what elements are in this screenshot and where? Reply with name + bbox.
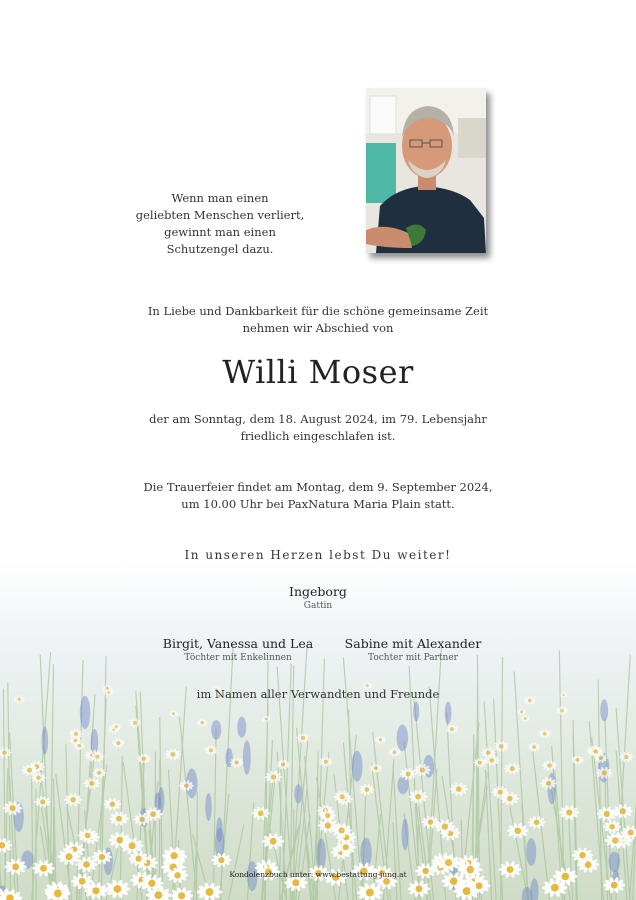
funeral-info bbox=[0, 479, 636, 513]
intro-text bbox=[0, 303, 636, 337]
intro-line: nehmen wir Abschied von bbox=[242, 321, 394, 335]
closing-line: im Namen aller Verwandten und Freunde bbox=[196, 687, 440, 701]
intro-line: In Liebe und Dankbarkeit für die schöne gemeinsame Zeit bbox=[147, 304, 489, 318]
deceased-name: Willi Moser bbox=[222, 353, 414, 391]
funeral-line: Die Trauerfeier findet am Montag, dem 9. September 2024, bbox=[143, 480, 493, 494]
funeral-line: um 10.00 Uhr bei PaxNatura Maria Plain statt. bbox=[181, 497, 455, 511]
motto: In unseren Herzen lebst Du weiter! bbox=[184, 548, 452, 562]
death-line: friedlich eingeschlafen ist. bbox=[240, 429, 396, 443]
mourner-role: Gattin bbox=[303, 601, 333, 611]
mourner-name: Ingeborg bbox=[289, 584, 347, 599]
poem-line: gewinnt man einen bbox=[164, 225, 276, 239]
poem bbox=[130, 190, 310, 258]
mourner-daughter-2 bbox=[315, 636, 511, 664]
poem-line: geliebten Menschen verliert, bbox=[135, 208, 305, 222]
mourner-role: Tochter mit Partner bbox=[368, 653, 458, 663]
mourner-role: Töchter mit Enkelinnen bbox=[184, 653, 292, 663]
portrait-photo bbox=[366, 88, 486, 253]
mourner-spouse bbox=[218, 584, 418, 612]
condolence-book-link[interactable]: Kondolenzbuch unter: www.bestattung-jung.at bbox=[229, 870, 407, 879]
mourner-daughter-1 bbox=[140, 636, 336, 664]
poem-line: Schutzengel dazu. bbox=[166, 242, 274, 256]
death-notice bbox=[0, 411, 636, 445]
poem-line: Wenn man einen bbox=[171, 191, 269, 205]
death-line: der am Sonntag, dem 18. August 2024, im 79. Lebensjahr bbox=[149, 412, 487, 426]
mourner-name: Sabine mit Alexander bbox=[344, 636, 482, 651]
mourner-name: Birgit, Vanessa und Lea bbox=[162, 636, 314, 651]
